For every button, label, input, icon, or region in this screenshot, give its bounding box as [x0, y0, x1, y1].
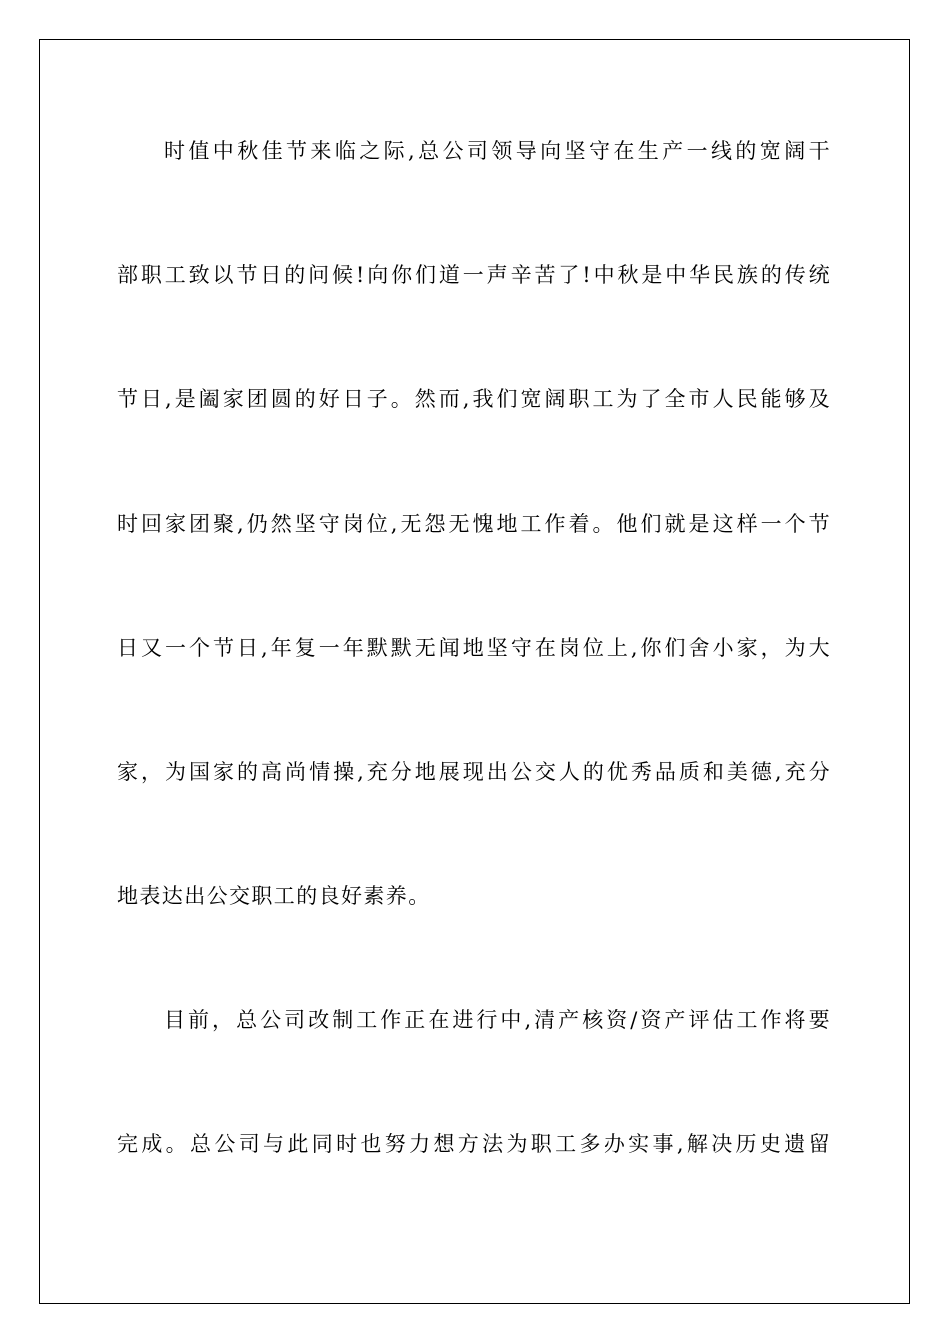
- paragraph-1-line-7: 地表达出公交职工的良好素养。: [117, 884, 431, 908]
- paragraph-1-line-4: 时回家团聚,仍然坚守岗位,无怨无愧地工作着。他们就是这样一个节: [117, 512, 831, 536]
- paragraph-2-line-2: 完成。总公司与此同时也努力想方法为职工多办实事,解决历史遗留: [117, 1132, 831, 1156]
- paragraph-1-line-5: 日又一个节日,年复一年默默无闻地坚守在岗位上,你们舍小家，为大: [117, 636, 831, 660]
- paragraph-2-line-1: 目前，总公司改制工作正在进行中,清产核资/资产评估工作将要: [164, 1008, 831, 1032]
- paragraph-1-line-6: 家，为国家的高尚情操,充分地展现出公交人的优秀品质和美德,充分: [117, 760, 831, 784]
- page-frame: [39, 39, 910, 1304]
- paragraph-1-line-2: 部职工致以节日的问候!向你们道一声辛苦了!中秋是中华民族的传统: [117, 263, 831, 287]
- paragraph-1-line-3: 节日,是阖家团圆的好日子。然而,我们宽阔职工为了全市人民能够及: [117, 387, 831, 411]
- paragraph-1-line-1: 时值中秋佳节来临之际,总公司领导向坚守在生产一线的宽阔干: [164, 139, 831, 163]
